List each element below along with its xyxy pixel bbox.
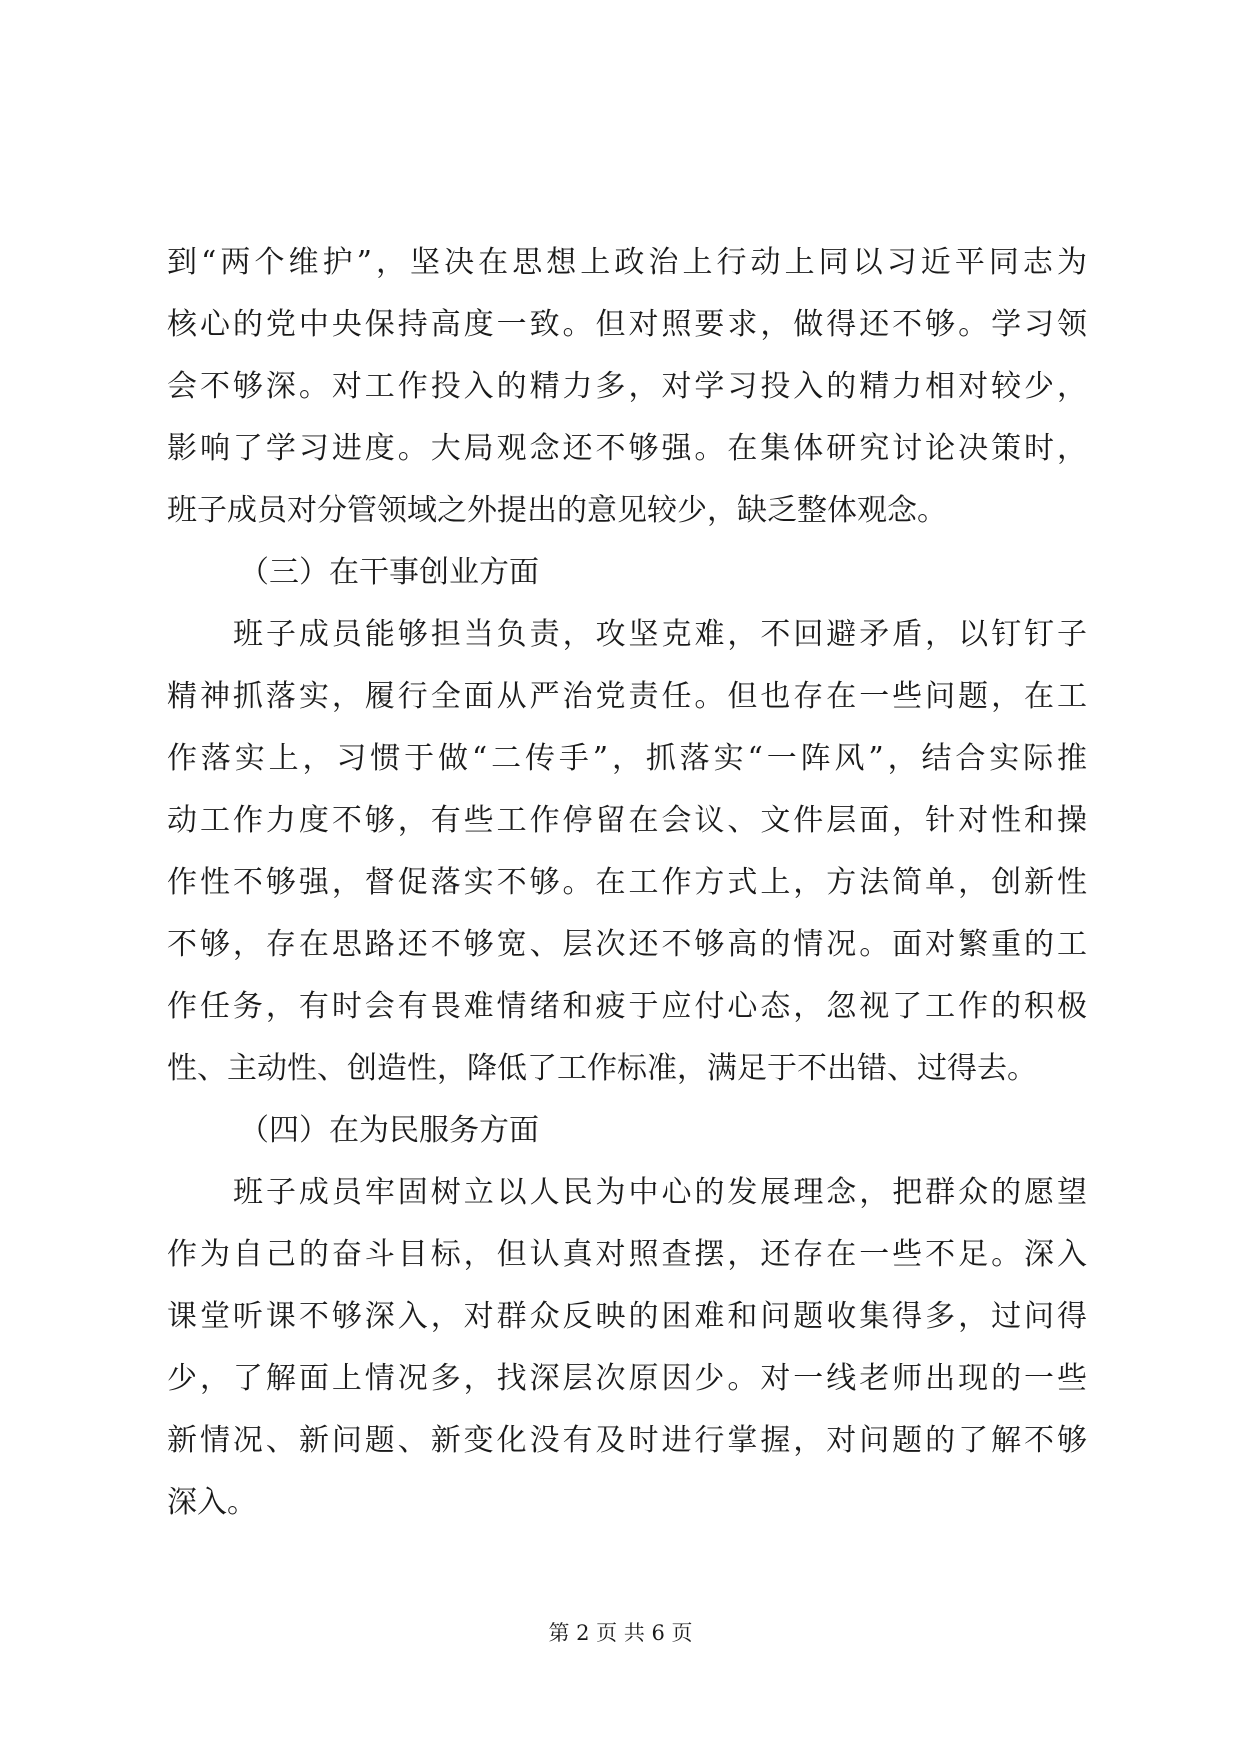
page-number-label: 第 2 页 共 6 页 — [548, 1621, 693, 1645]
page-footer — [0, 1618, 1241, 1648]
section-heading: （三）在干事创业方面 — [239, 555, 539, 590]
text-line: 会不够深。对工作投入的精力多，对学习投入的精力相对较少， — [167, 369, 1087, 404]
text-line: 作落实上，习惯于做“二传手”，抓落实“一阵风”，结合实际推 — [167, 741, 1087, 776]
text-line: 动工作力度不够，有些工作停留在会议、文件层面，针对性和操 — [167, 803, 1087, 838]
text-line: 影响了学习进度。大局观念还不够强。在集体研究讨论决策时， — [167, 431, 1087, 466]
text-line: 班子成员对分管领域之外提出的意见较少，缺乏整体观念。 — [167, 493, 947, 528]
text-line: 作任务，有时会有畏难情绪和疲于应付心态，忽视了工作的积极 — [167, 989, 1087, 1024]
text-line: 少，了解面上情况多，找深层次原因少。对一线老师出现的一些 — [167, 1361, 1087, 1396]
text-line: 到“两个维护”，坚决在思想上政治上行动上同以习近平同志为 — [167, 245, 1087, 280]
text-line: 新情况、新问题、新变化没有及时进行掌握，对问题的了解不够 — [167, 1423, 1087, 1458]
text-line: 精神抓落实，履行全面从严治党责任。但也存在一些问题，在工 — [167, 679, 1087, 714]
text-line: 班子成员牢固树立以人民为中心的发展理念，把群众的愿望 — [233, 1175, 1087, 1210]
text-line: 性、主动性、创造性，降低了工作标准，满足于不出错、过得去。 — [167, 1051, 1037, 1086]
text-line: 作性不够强，督促落实不够。在工作方式上，方法简单，创新性 — [167, 865, 1087, 900]
section-heading: （四）在为民服务方面 — [239, 1113, 539, 1148]
text-line: 深入。 — [167, 1485, 257, 1520]
text-line: 班子成员能够担当负责，攻坚克难，不回避矛盾，以钉钉子 — [233, 617, 1087, 652]
text-line: 作为自己的奋斗目标，但认真对照查摆，还存在一些不足。深入 — [167, 1237, 1087, 1272]
text-line: 核心的党中央保持高度一致。但对照要求，做得还不够。学习领 — [167, 307, 1087, 342]
document-body — [167, 232, 1087, 1534]
text-line: 课堂听课不够深入，对群众反映的困难和问题收集得多，过问得 — [167, 1299, 1087, 1334]
text-line: 不够，存在思路还不够宽、层次还不够高的情况。面对繁重的工 — [167, 927, 1087, 962]
